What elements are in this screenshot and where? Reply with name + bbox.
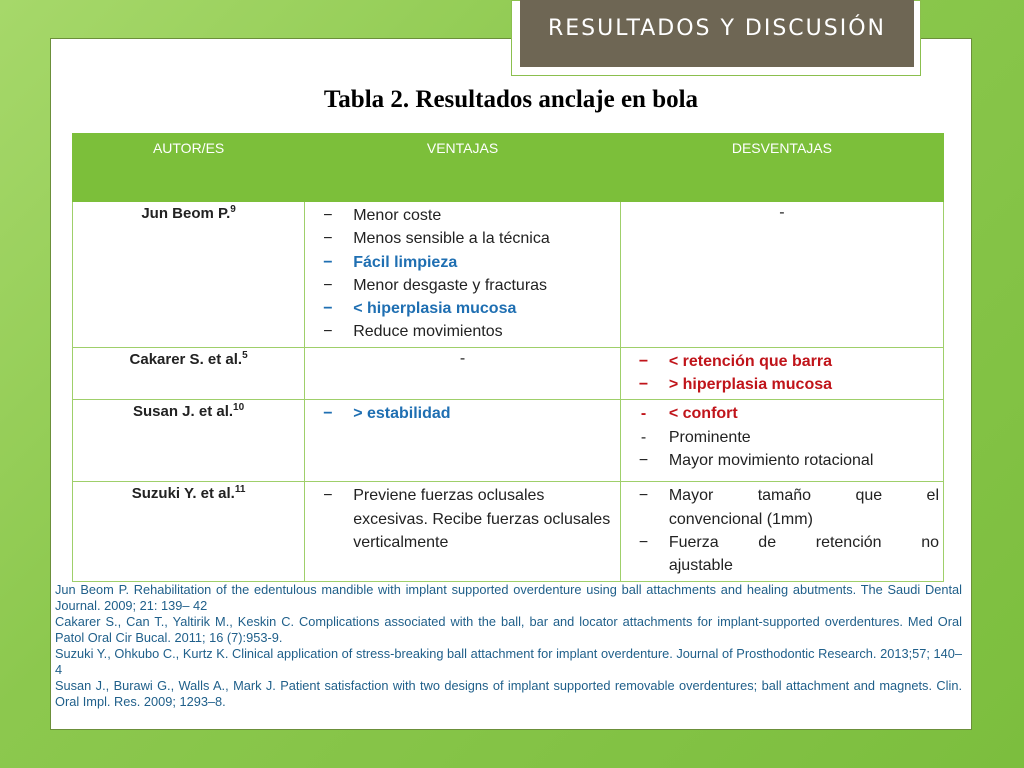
list-item: − Previene fuerzas oclusales excesivas. Recibe fuerzas oclusales verticalmente: [309, 484, 616, 554]
table-row: [73, 482, 944, 581]
author-cell: [73, 347, 305, 400]
list-item-continuation: convencional (1mm): [668, 510, 813, 528]
table-header-row: [73, 134, 944, 202]
author-cell: [73, 482, 305, 581]
table-title: Tabla 2. Resultados anclaje en bola: [323, 86, 699, 113]
list-item: - < confort: [625, 402, 939, 425]
desventajas-cell: -: [620, 202, 943, 348]
desventajas-cell: [620, 400, 943, 482]
author-name: Susan J. et al.: [133, 403, 234, 421]
citation-number: 5: [242, 349, 248, 361]
list-item: − < hiperplasia mucosa: [309, 297, 616, 320]
references: [55, 582, 962, 710]
list-item: - Prominente: [625, 426, 939, 449]
list-item: − Fácil limpieza: [309, 251, 616, 274]
header-ventajas: VENTAJAS: [305, 134, 621, 202]
table-row: [73, 347, 944, 400]
reference-item: Susan J., Burawi G., Walls A., Mark J. Patient satisfaction with two designs of implant supported removable overdentures; ball attachment and magnets. Clin. Oral Impl. Res. 2009; 1293–8.: [55, 678, 962, 709]
header-desventajas: DESVENTAJAS: [620, 134, 943, 202]
desventajas-cell: [620, 347, 943, 400]
author-name: Suzuki Y. et al.: [131, 485, 235, 503]
author-name: Cakarer S. et al.: [129, 350, 243, 368]
section-banner: [520, 0, 914, 67]
author-name: Jun Beom P.: [141, 205, 231, 222]
reference-item: Cakarer S., Can T., Yaltirik M., Keskin C. Complications associated with the ball, bar and locator attachments for implant-supported overdentures. Med Oral Patol Oral Cir Bucal. 2011; 16 (7):953-9.: [55, 614, 962, 645]
ventajas-cell: [305, 202, 621, 348]
reference-item: Suzuki Y., Ohkubo C., Kurtz K. Clinical application of stress-breaking ball attachment for implant overdenture. Journal of Prosthodontic Research. 2013;57; 140–4: [55, 646, 962, 677]
list-item: − Mayor movimiento rotacional: [625, 449, 939, 472]
list-item: − Fuerza de retención no: [625, 531, 939, 554]
citation-number: 11: [234, 484, 246, 496]
ventajas-cell: [305, 482, 621, 581]
results-table: [72, 133, 944, 582]
list-item: − < retención que barra: [625, 350, 939, 373]
author-cell: [73, 400, 305, 482]
header-autores: AUTOR/ES: [73, 134, 305, 202]
list-item: − Mayor tamaño que el: [625, 484, 939, 507]
section-title: RESULTADOS Y DISCUSIÓN: [548, 16, 886, 41]
citation-number: 9: [230, 204, 236, 215]
ventajas-cell: -: [305, 347, 621, 400]
citation-number: 10: [233, 402, 245, 414]
list-item: − > estabilidad: [309, 402, 616, 425]
desventajas-cell: [620, 482, 943, 581]
list-item: − > hiperplasia mucosa: [625, 373, 939, 396]
author-cell: [73, 202, 305, 348]
list-item: − Menos sensible a la técnica: [309, 227, 616, 250]
ventajas-cell: [305, 400, 621, 482]
list-item: − Menor desgaste y fracturas: [309, 274, 616, 297]
list-item: − Menor coste: [309, 204, 616, 227]
list-item: − Reduce movimientos: [309, 320, 616, 343]
reference-item: Jun Beom P. Rehabilitation of the edentulous mandible with implant supported overdenture using ball attachments and healing abutments. The Saudi Dental Journal. 2009; 21: 139– 42: [55, 582, 962, 613]
table-row: [73, 400, 944, 482]
list-item-continuation: ajustable: [668, 557, 733, 575]
table-row: [73, 202, 944, 348]
